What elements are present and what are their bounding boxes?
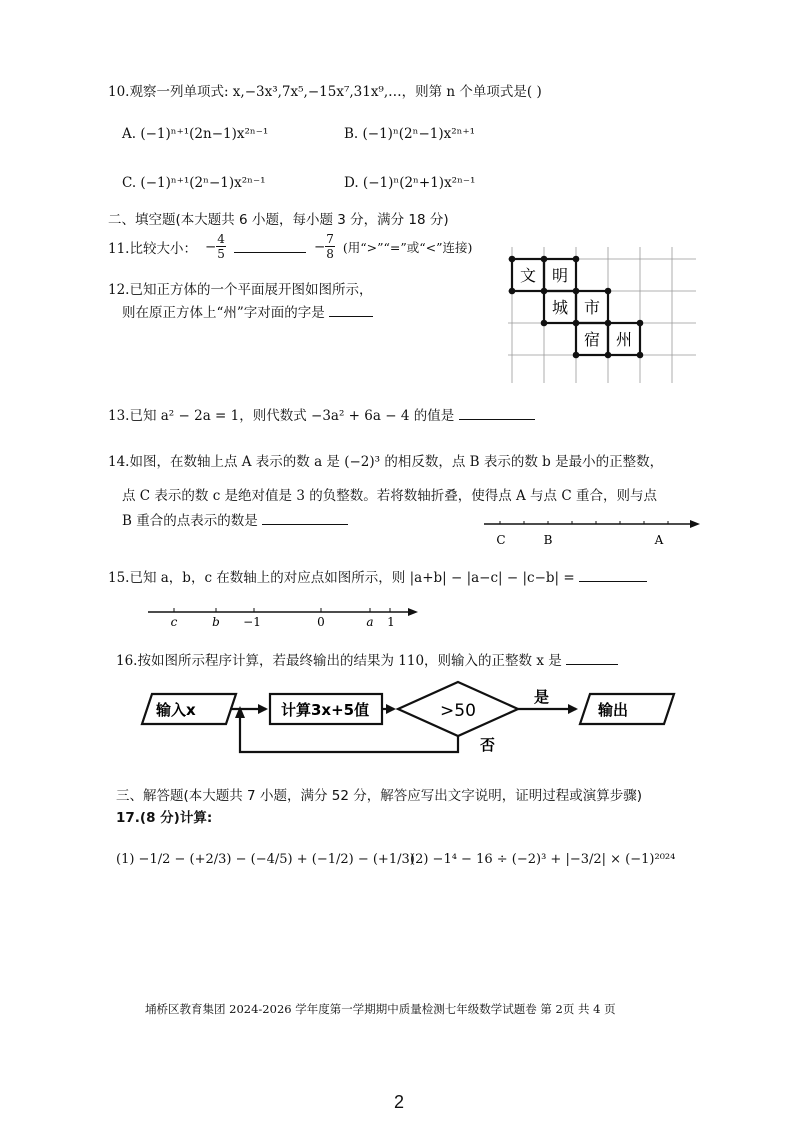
footer: 埇桥区教育集团 2024-2026 学年度第一学期期中质量检测七年级数学试题卷 第 2页 共 4 页 xyxy=(145,1002,616,1016)
page-number: 2 xyxy=(394,1092,405,1112)
q10-option-b: B. (−1)ⁿ(2ⁿ−1)x²ⁿ⁺¹ xyxy=(344,126,476,142)
q15-label-b: b xyxy=(212,615,220,629)
q15-label-1: 1 xyxy=(387,615,395,629)
q14-label-c: C xyxy=(496,533,506,547)
q16-flowchart xyxy=(140,680,680,760)
q17-part-1: (1) −1/2 − (+2/3) − (−4/5) + (−1/2) − (+1/3) xyxy=(116,852,415,867)
cube-cell-3: 城 xyxy=(551,298,569,317)
q14-answer-blank[interactable] xyxy=(262,512,348,525)
flow-yes-label: 是 xyxy=(534,688,550,706)
q16-answer-blank[interactable] xyxy=(566,652,618,665)
q15-label-c: c xyxy=(170,615,178,629)
q17-title: 17.(8 分)计算: xyxy=(116,810,213,826)
cube-cell-6: 州 xyxy=(615,330,633,349)
q15-label-minus1: −1 xyxy=(243,615,261,629)
q12-answer-blank[interactable] xyxy=(329,304,373,317)
q11-f1-den: 5 xyxy=(217,247,225,261)
q14-label-a: A xyxy=(654,533,664,547)
q14-label-b: B xyxy=(543,533,553,547)
cube-cell-2: 明 xyxy=(551,266,569,285)
q11-f1-num: 4 xyxy=(217,232,225,246)
q14-line3 xyxy=(122,509,348,529)
cube-net-figure xyxy=(500,245,700,385)
q11-f1-sign: − xyxy=(204,238,217,255)
section-3-heading: 三、解答题(本大题共 7 小题，满分 52 分，解答应写出文字说明，证明过程或演算步骤) xyxy=(116,788,642,804)
q11-prefix: 11.比较大小： xyxy=(108,240,197,257)
q12-line2 xyxy=(122,301,373,321)
q15-label-a: a xyxy=(366,615,374,629)
q15-text: 15.已知 a，b，c 在数轴上的对应点如图所示，则 |a+b| − |a−c| − |c−b| = xyxy=(108,570,575,586)
q15-number-line xyxy=(144,600,424,632)
flow-output-label: 输出 xyxy=(598,701,629,719)
q13-text: 13.已知 a² − 2a = 1，则代数式 −3a² + 6a − 4 的值是 xyxy=(108,408,455,424)
q16 xyxy=(116,649,618,669)
q16-text: 16.按如图所示程序计算，若最终输出的结果为 110，则输入的正整数 x 是 xyxy=(116,653,562,669)
flow-no-label: 否 xyxy=(480,736,496,754)
q13 xyxy=(108,404,535,424)
q11-f2-sign: − xyxy=(313,238,326,255)
q11-answer-blank[interactable] xyxy=(234,240,306,253)
cube-cell-4: 市 xyxy=(583,298,601,317)
q12-line2-text: 则在原正方体上“州”字对面的字是 xyxy=(122,305,325,321)
section-2-heading: 二、填空题(本大题共 6 小题，每小题 3 分，满分 18 分) xyxy=(108,212,449,228)
q10-stem: 10.观察一列单项式: x,−3x³,7x⁵,−15x⁷,31x⁹,…，则第 n 个单项式是( ) xyxy=(108,84,542,100)
q10-option-a: A. (−1)ⁿ⁺¹(2n−1)x²ⁿ⁻¹ xyxy=(122,126,269,142)
q15 xyxy=(108,566,647,586)
flow-cond-label: >50 xyxy=(440,701,476,721)
flow-input-label: 输入x xyxy=(156,701,196,719)
q14-line3-text: B 重合的点表示的数是 xyxy=(122,513,258,529)
q14-line1: 14.如图，在数轴上点 A 表示的数 a 是 (−2)³ 的相反数，点 B 表示的数 b 是最小的正整数， xyxy=(108,454,664,470)
flow-compute-label: 计算3x+5值 xyxy=(281,701,370,719)
cube-cell-1: 文 xyxy=(519,266,537,285)
q17-part-2: (2) −1⁴ − 16 ÷ (−2)³ + |−3/2| × (−1)²⁰²⁴ xyxy=(410,852,676,867)
q10-option-d: D. (−1)ⁿ(2ⁿ+1)x²ⁿ⁻¹ xyxy=(344,175,476,191)
q11-f2-den: 8 xyxy=(326,247,334,261)
q11 xyxy=(108,232,472,261)
q14-line2: 点 C 表示的数 c 是绝对值是 3 的负整数。若将数轴折叠，使得点 A 与点 C 重合，则与点 xyxy=(122,488,657,504)
q11-fraction-2 xyxy=(325,232,335,261)
q13-answer-blank[interactable] xyxy=(459,407,535,420)
q14-number-line xyxy=(480,514,704,548)
q11-suffix: (用“>”“=”或“<”连接) xyxy=(342,239,473,255)
q12-line1: 12.已知正方体的一个平面展开图如图所示， xyxy=(108,282,373,298)
cube-cell-5: 宿 xyxy=(583,330,601,349)
q11-f2-num: 7 xyxy=(326,232,334,246)
q15-label-0: 0 xyxy=(317,615,325,629)
q15-answer-blank[interactable] xyxy=(579,569,647,582)
q10-option-c: C. (−1)ⁿ⁺¹(2ⁿ−1)x²ⁿ⁻¹ xyxy=(122,175,266,191)
q11-fraction-1 xyxy=(216,232,226,261)
